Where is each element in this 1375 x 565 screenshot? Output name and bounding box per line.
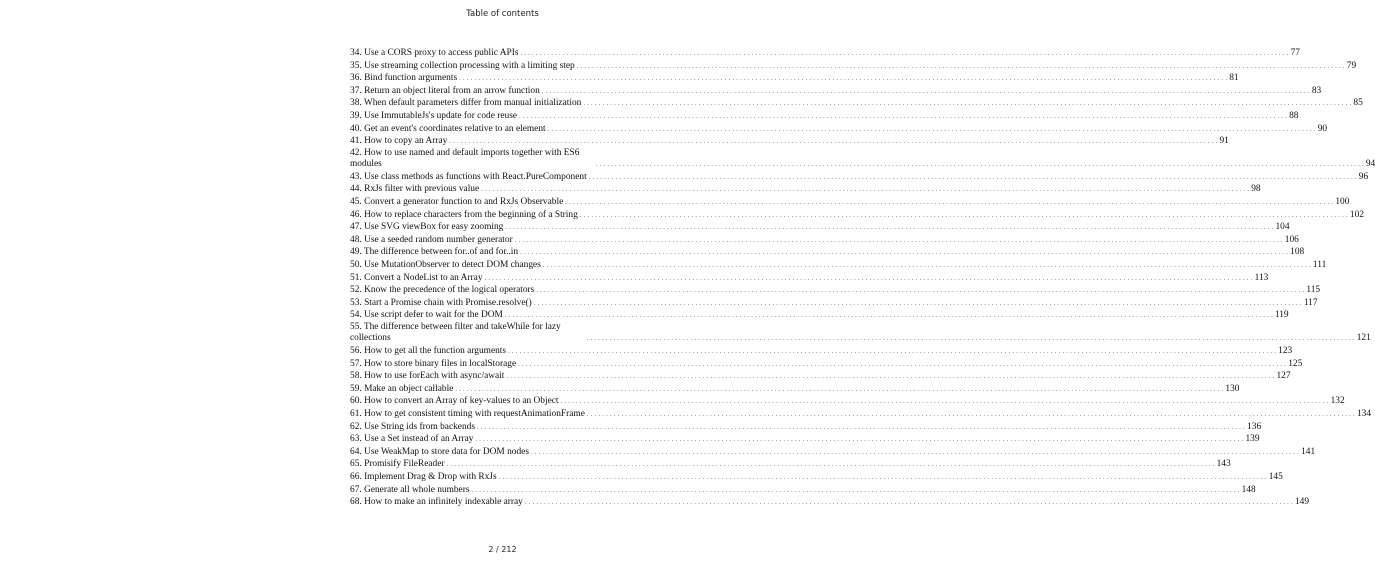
toc-leader-dots: . . . . . . . . . . . . . . . . . . . . . . . . . . . . . . . . . . . . . . . . . . . . . . . . . . . . . . . . . . . . . . . . . . . . . . . . . . . . . . . . . . . . . . . . . . . . . . . . . . . . . . . . . . . . . . . . . . . . . . . . . . . . . . . . . . . . . . . . . . . . . . . . . . . . . . . . . . . . . . . . . . . . . . . . . . . . . . . . . . . . . . . . . . . . . . . . . . . . . . . . — [565, 199, 1334, 207]
toc-leader-dots: . . . . . . . . . . . . . . . . . . . . . . . . . . . . . . . . . . . . . . . . . . . . . . . . . . . . . . . . . . . . . . . . . . . . . . . . . . . . . . . . . . . . . . . . . . . . . . . . . . . . . . . . . . . . . . . . . . . . . . . . . . . . . . . . . . . . . . . . . . . . . . . . . . . . . . . . . . . . . . . . . . . . . . . . . . . . . . . . . . . . . . . . . . . . . . . . . . . . . . . . — [455, 385, 1224, 393]
toc-entry-title: 42. How to use named and default imports together with ES6 — [350, 147, 580, 158]
toc-page-number: 85 — [1353, 98, 1363, 109]
toc-entry[interactable] — [350, 484, 1256, 497]
toc-entry-title-continued: collections — [350, 333, 391, 344]
toc-entry[interactable] — [350, 297, 1318, 310]
toc-page-number: 94 — [1365, 159, 1375, 170]
toc-page-number: 117 — [1303, 297, 1318, 308]
toc-leader-dots: . . . . . . . . . . . . . . . . . . . . . . . . . . . . . . . . . . . . . . . . . . . . . . . . . . . . . . . . . . . . . . . . . . . . . . . . . . . . . . . . . . . . . . . . . . . . . . . . . . . . . . . . . . . . . . . . . . . . . . . . . . . . . . . . . . . . . . . . . . . . . . . . . . . . . . . . . . . . . . . . . . . . . . . . . . . . . . . . . . . . . . . . . . . . . . . . . . . . . . . . — [475, 436, 1244, 444]
toc-entry[interactable] — [350, 272, 1269, 285]
toc-entry[interactable] — [350, 370, 1291, 383]
toc-entry-title: 50. Use MutationObserver to detect DOM changes — [350, 260, 541, 270]
toc-leader-dots: . . . . . . . . . . . . . . . . . . . . . . . . . . . . . . . . . . . . . . . . . . . . . . . . . . . . . . . . . . . . . . . . . . . . . . . . . . . . . . . . . . . . . . . . . . . . . . . . . . . . . . . . . . . . . . . . . . . . . . . . . . . . . . . . . . . . . . . . . . . . . . . . . . . . . . . . . . . . . . . . . . . . . . . . . . . . . . . . . . . . . . . . . . . . . . . . . . . . . . . . — [579, 211, 1348, 219]
toc-entry[interactable] — [350, 209, 1364, 222]
toc-leader-dots: . . . . . . . . . . . . . . . . . . . . . . . . . . . . . . . . . . . . . . . . . . . . . . . . . . . . . . . . . . . . . . . . . . . . . . . . . . . . . . . . . . . . . . . . . . . . . . . . . . . . . . . . . . . . . . . . . . . . . . . . . . . . . . . . . . . . . . . . . . . . . . . . . . . . . . . . . . . . . . . . . . . . . . . . . . . . . . . . . . . . . . . . . . . . . . . . . . . . . . . . — [533, 299, 1302, 307]
toc-page-number: 98 — [1251, 184, 1261, 195]
toc-page-number: 96 — [1358, 171, 1369, 182]
toc-entry[interactable] — [350, 284, 1321, 297]
toc-entry-title: 37. Return an object literal from an arrow function — [350, 85, 540, 96]
toc-page-number: 148 — [1241, 484, 1256, 495]
toc-entry[interactable] — [350, 171, 1369, 184]
toc-leader-dots: . . . . . . . . . . . . . . . . . . . . . . . . . . . . . . . . . . . . . . . . . . . . . . . . . . . . . . . . . . . . . . . . . . . . . . . . . . . . . . . . . . . . . . . . . . . . . . . . . . . . . . . . . . . . . . . . . . . . . . . . . . . . . . . . . . . . . . . . . . . . . . . . . . . . . . . . . . . . . . . . . . . . . . . . . . . . . . . . . . . . . . . . . . . . . . . . . . . . . . . . — [446, 461, 1215, 469]
toc-leader-dots: . . . . . . . . . . . . . . . . . . . . . . . . . . . . . . . . . . . . . . . . . . . . . . . . . . . . . . . . . . . . . . . . . . . . . . . . . . . . . . . . . . . . . . . . . . . . . . . . . . . . . . . . . . . . . . . . . . . . . . . . . . . . . . . . . . . . . . . . . . . . . . . . . . . . . . . . . . . . . . . . . . . . . . . . . . . . . . . . . . . . . . . . . . . . . . . . . . . . . . . . — [541, 87, 1310, 95]
toc-leader-dots: . . . . . . . . . . . . . . . . . . . . . . . . . . . . . . . . . . . . . . . . . . . . . . . . . . . . . . . . . . . . . . . . . . . . . . . . . . . . . . . . . . . . . . . . . . . . . . . . . . . . . . . . . . . . . . . . . . . . . . . . . . . . . . . . . . . . . . . . . . . . . . . . . . . . . . . . . . . . . . . . . . . . . . . . . . . . . . . . . . . . . . . . . . . . . . . . . . . . . . . . — [508, 348, 1277, 356]
toc-entry-title: 48. Use a seeded random number generator — [350, 234, 513, 245]
toc-leader-dots: . . . . . . . . . . . . . . . . . . . . . . . . . . . . . . . . . . . . . . . . . . . . . . . . . . . . . . . . . . . . . . . . . . . . . . . . . . . . . . . . . . . . . . . . . . . . . . . . . . . . . . . . . . . . . . . . . . . . . . . . . . . . . . . . . . . . . . . . . . . . . . . . . . . . . . . . . . . . . . . . . . . . . . . . . . . . . . . . . . . . . . . . . . . . . . . . . . . . . . . . — [576, 62, 1345, 70]
toc-entry[interactable] — [350, 259, 1327, 272]
toc-entry[interactable] — [350, 421, 1262, 434]
toc-entry-title-continued: modules — [350, 159, 382, 170]
toc-page-number: 132 — [1330, 396, 1345, 407]
toc-entry[interactable] — [350, 321, 1371, 345]
toc-entry-title: 34. Use a CORS proxy to access public APIs — [350, 48, 519, 58]
toc-entry-title: 40. Get an event's coordinates relative to an element — [350, 123, 546, 134]
toc-page-number: 134 — [1356, 409, 1372, 420]
toc-entry-title: 67. Generate all whole numbers — [350, 484, 470, 495]
toc-leader-dots: . . . . . . . . . . . . . . . . . . . . . . . . . . . . . . . . . . . . . . . . . . . . . . . . . . . . . . . . . . . . . . . . . . . . . . . . . . . . . . . . . . . . . . . . . . . . . . . . . . . . . . . . . . . . . . . . . . . . . . . . . . . . . . . . . . . . . . . . . . . . . . . . . . . . . . . . . . . . . . . . . . . . . . . . . . . . . . . . . . . . . . . . . . . . . . . . . . . . . . . . — [471, 486, 1240, 494]
toc-entry[interactable] — [350, 221, 1290, 234]
toc-entry[interactable] — [350, 345, 1293, 358]
toc-page-number: 77 — [1290, 48, 1300, 58]
toc-leader-dots: . . . . . . . . . . . . . . . . . . . . . . . . . . . . . . . . . . . . . . . . . . . . . . . . . . . . . . . . . . . . . . . . . . . . . . . . . . . . . . . . . . . . . . . . . . . . . . . . . . . . . . . . . . . . . . . . . . . . . . . . . . . . . . . . . . . . . . . . . . . . . . . . . . . . . . . . . . . . . . . . . . . . . . . . . . . . . . . . . . . . . . . . . . . . . . . . . . . . . . . . — [586, 411, 1355, 419]
toc-entry[interactable] — [350, 433, 1260, 446]
toc-leader-dots: . . . . . . . . . . . . . . . . . . . . . . . . . . . . . . . . . . . . . . . . . . . . . . . . . . . . . . . . . . . . . . . . . . . . . . . . . . . . . . . . . . . . . . . . . . . . . . . . . . . . . . . . . . . . . . . . . . . . . . . . . . . . . . . . . . . . . . . . . . . . . . . . . . . . . . . . . . . . . . . . . . . . . . . . . . . . . . . . . . . . . . . . . . . . . . . . . . . . . . . . — [560, 398, 1329, 406]
toc-page-number: 143 — [1216, 459, 1231, 470]
toc-page-number: 83 — [1311, 85, 1322, 96]
toc-entry-title: 64. Use WeakMap to store data for DOM nodes — [350, 446, 529, 457]
toc-entry-title: 54. Use script defer to wait for the DOM — [350, 310, 503, 321]
toc-page-number: 90 — [1317, 123, 1328, 134]
toc-entry[interactable] — [350, 196, 1350, 209]
toc-entry[interactable] — [350, 408, 1372, 421]
toc-page-number: 79 — [1346, 60, 1357, 71]
toc-entry-title: 59. Make an object callable — [350, 383, 454, 394]
toc-entry[interactable] — [350, 85, 1322, 98]
toc-page-number: 125 — [1288, 358, 1303, 369]
toc-leader-dots: . . . . . . . . . . . . . . . . . . . . . . . . . . . . . . . . . . . . . . . . . . . . . . . . . . . . . . . . . . . . . . . . . . . . . . . . . . . . . . . . . . . . . . . . . . . . . . . . . . . . . . . . . . . . . . . . . . . . . . . . . . . . . . . . . . . . . . . . . . . . . . . . . . . . . . . . . . . . . . . . . . . . . . . . . . . . . . . . . . . . . . . . . . . . . . . . . . . . . . . . — [449, 138, 1218, 146]
toc-leader-dots: . . . . . . . . . . . . . . . . . . . . . . . . . . . . . . . . . . . . . . . . . . . . . . . . . . . . . . . . . . . . . . . . . . . . . . . . . . . . . . . . . . . . . . . . . . . . . . . . . . . . . . . . . . . . . . . . . . . . . . . . . . . . . . . . . . . . . . . . . . . . . . . . . . . . . . . . . . . . . . . . . . . . . . . . . . . . . . . . . . . . . . . . . . . . . . . . . . . . . . . . — [519, 112, 1288, 120]
toc-entry-title: 44. RxJs filter with previous value — [350, 184, 480, 195]
toc-leader-dots: . . . . . . . . . . . . . . . . . . . . . . . . . . . . . . . . . . . . . . . . . . . . . . . . . . . . . . . . . . . . . . . . . . . . . . . . . . . . . . . . . . . . . . . . . . . . . . . . . . . . . . . . . . . . . . . . . . . . . . . . . . . . . . . . . . . . . . . . . . . . . . . . . . . . . . . . . . . . . . . . . . . . . . . . . . . . . . . . . . . . . . . . . . . . . . . . . . . . . . . . — [586, 335, 1355, 343]
toc-page-number: 104 — [1275, 222, 1290, 233]
toc-entry-title: 41. How to copy an Array — [350, 136, 448, 147]
toc-entry[interactable] — [350, 183, 1261, 196]
toc-entry-title: 68. How to make an infinitely indexable array — [350, 497, 523, 508]
toc-entry-title: 51. Convert a NodeList to an Array — [350, 272, 483, 283]
toc-entry[interactable] — [350, 72, 1239, 85]
toc-entry-title: 36. Bind function arguments — [350, 73, 458, 84]
page-indicator: 2 / 212 — [488, 545, 517, 554]
toc-leader-dots: . . . . . . . . . . . . . . . . . . . . . . . . . . . . . . . . . . . . . . . . . . . . . . . . . . . . . . . . . . . . . . . . . . . . . . . . . . . . . . . . . . . . . . . . . . . . . . . . . . . . . . . . . . . . . . . . . . . . . . . . . . . . . . . . . . . . . . . . . . . . . . . . . . . . . . . . . . . . . . . . . . . . . . . . . . . . . . . . . . . . . . . . . . . . . . . . . . . . . . . . — [520, 249, 1289, 257]
toc-entry[interactable] — [350, 97, 1363, 110]
toc-page-number: 123 — [1278, 346, 1293, 357]
toc-leader-dots: . . . . . . . . . . . . . . . . . . . . . . . . . . . . . . . . . . . . . . . . . . . . . . . . . . . . . . . . . . . . . . . . . . . . . . . . . . . . . . . . . . . . . . . . . . . . . . . . . . . . . . . . . . . . . . . . . . . . . . . . . . . . . . . . . . . . . . . . . . . . . . . . . . . . . . . . . . . . . . . . . . . . . . . . . . . . . . . . . . . . . . . . . . . . . . . . . . . . . . . . — [588, 173, 1357, 181]
table-of-contents — [350, 47, 1375, 509]
toc-page-number: 130 — [1225, 383, 1240, 394]
toc-entry[interactable] — [350, 471, 1283, 484]
toc-entry-title: 65. Promisify FileReader — [350, 459, 445, 470]
toc-page-number: 127 — [1276, 371, 1291, 382]
toc-page-number: 108 — [1290, 247, 1305, 258]
toc-page-number: 139 — [1245, 434, 1260, 445]
toc-leader-dots: . . . . . . . . . . . . . . . . . . . . . . . . . . . . . . . . . . . . . . . . . . . . . . . . . . . . . . . . . . . . . . . . . . . . . . . . . . . . . . . . . . . . . . . . . . . . . . . . . . . . . . . . . . . . . . . . . . . . . . . . . . . . . . . . . . . . . . . . . . . . . . . . . . . . . . . . . . . . . . . . . . . . . . . . . . . . . . . . . . . . . . . . . . . . . . . . . . . . . . . . — [530, 448, 1300, 456]
toc-entry[interactable] — [350, 309, 1289, 322]
toc-page-number: 100 — [1335, 197, 1350, 208]
toc-entry-title: 58. How to use forEach with async/await — [350, 371, 505, 382]
toc-entry-title: 35. Use streaming collection processing with a limiting step — [350, 60, 575, 71]
toc-leader-dots: . . . . . . . . . . . . . . . . . . . . . . . . . . . . . . . . . . . . . . . . . . . . . . . . . . . . . . . . . . . . . . . . . . . . . . . . . . . . . . . . . . . . . . . . . . . . . . . . . . . . . . . . . . . . . . . . . . . . . . . . . . . . . . . . . . . . . . . . . . . . . . . . . . . . . . . . . . . . . . . . . . . . . . . . . . . . . . . . . . . . . . . . . . . . . . . . . . . . . . . . — [484, 274, 1253, 282]
toc-entry-title: 57. How to store binary files in localStorage — [350, 358, 517, 369]
toc-leader-dots: . . . . . . . . . . . . . . . . . . . . . . . . . . . . . . . . . . . . . . . . . . . . . . . . . . . . . . . . . . . . . . . . . . . . . . . . . . . . . . . . . . . . . . . . . . . . . . . . . . . . . . . . . . . . . . . . . . . . . . . . . . . . . . . . . . . . . . . . . . . . . . . . . . . . . . . . . . . . . . . . . . . . . . . . . . . . . . . . . . . . . . . . . . . . . . . . . . . . . . . . — [547, 125, 1316, 133]
toc-entry[interactable] — [350, 234, 1299, 247]
toc-leader-dots: . . . . . . . . . . . . . . . . . . . . . . . . . . . . . . . . . . . . . . . . . . . . . . . . . . . . . . . . . . . . . . . . . . . . . . . . . . . . . . . . . . . . . . . . . . . . . . . . . . . . . . . . . . . . . . . . . . . . . . . . . . . . . . . . . . . . . . . . . . . . . . . . . . . . . . . . . . . . . . . . . . . . . . . . . . . . . . . . . . . . . . . . . . . . . . . . . . . . . . . . — [542, 262, 1311, 269]
toc-entry[interactable] — [350, 395, 1345, 408]
toc-entry[interactable] — [350, 47, 1300, 60]
toc-page-number: 81 — [1229, 73, 1239, 84]
toc-page-number: 102 — [1349, 209, 1364, 220]
toc-entry-title: 45. Convert a generator function to and RxJs Observable — [350, 197, 564, 208]
toc-entry[interactable] — [350, 446, 1316, 459]
toc-page-number: 141 — [1301, 446, 1316, 457]
toc-page-number: 113 — [1254, 272, 1269, 283]
toc-entry[interactable] — [350, 458, 1231, 471]
toc-leader-dots: . . . . . . . . . . . . . . . . . . . . . . . . . . . . . . . . . . . . . . . . . . . . . . . . . . . . . . . . . . . . . . . . . . . . . . . . . . . . . . . . . . . . . . . . . . . . . . . . . . . . . . . . . . . . . . . . . . . . . . . . . . . . . . . . . . . . . . . . . . . . . . . . . . . . . . . . . . . . . . . . . . . . . . . . . . . . . . . . . . . . . . . . . . . . . . . . . . . . . . . . — [536, 287, 1305, 295]
toc-entry[interactable] — [350, 60, 1357, 73]
toc-page-number: 119 — [1274, 310, 1289, 321]
toc-entry-title: 61. How to get consistent timing with requestAnimationFrame — [350, 409, 585, 420]
toc-entry-title: 53. Start a Promise chain with Promise.resolve() — [350, 297, 532, 308]
toc-entry-title: 43. Use class methods as functions with React.PureComponent — [350, 171, 587, 182]
toc-entry-title: 49. The difference between for..of and for..in — [350, 247, 519, 258]
toc-entry-title: 46. How to replace characters from the beginning of a String — [350, 209, 578, 220]
toc-entry-title: 60. How to convert an Array of key-values to an Object — [350, 396, 559, 407]
toc-leader-dots: . . . . . . . . . . . . . . . . . . . . . . . . . . . . . . . . . . . . . . . . . . . . . . . . . . . . . . . . . . . . . . . . . . . . . . . . . . . . . . . . . . . . . . . . . . . . . . . . . . . . . . . . . . . . . . . . . . . . . . . . . . . . . . . . . . . . . . . . . . . . . . . . . . . . . . . . . . . . . . . . . . . . . . . . . . . . . . . . . . . . . . . . . . . . . . . . . . . . . . . . — [583, 100, 1352, 108]
toc-page-number: 91 — [1219, 136, 1229, 147]
toc-entry-title: 55. The difference between filter and takeWhile for lazy — [350, 321, 561, 332]
toc-leader-dots: . . . . . . . . . . . . . . . . . . . . . . . . . . . . . . . . . . . . . . . . . . . . . . . . . . . . . . . . . . . . . . . . . . . . . . . . . . . . . . . . . . . . . . . . . . . . . . . . . . . . . . . . . . . . . . . . . . . . . . . . . . . . . . . . . . . . . . . . . . . . . . . . . . . . . . . . . . . . . . . . . . . . . . . . . . . . . . . . . . . . . . . . . . . . . . . . . . . . . . . . — [498, 474, 1267, 481]
toc-leader-dots: . . . . . . . . . . . . . . . . . . . . . . . . . . . . . . . . . . . . . . . . . . . . . . . . . . . . . . . . . . . . . . . . . . . . . . . . . . . . . . . . . . . . . . . . . . . . . . . . . . . . . . . . . . . . . . . . . . . . . . . . . . . . . . . . . . . . . . . . . . . . . . . . . . . . . . . . . . . . . . . . . . . . . . . . . . . . . . . . . . . . . . . . . . . . . . . . . . . . . . . . — [481, 186, 1250, 194]
toc-page-number: 145 — [1268, 472, 1283, 482]
toc-leader-dots: . . . . . . . . . . . . . . . . . . . . . . . . . . . . . . . . . . . . . . . . . . . . . . . . . . . . . . . . . . . . . . . . . . . . . . . . . . . . . . . . . . . . . . . . . . . . . . . . . . . . . . . . . . . . . . . . . . . . . . . . . . . . . . . . . . . . . . . . . . . . . . . . . . . . . . . . . . . . . . . . . . . . . . . . . . . . . . . . . . . . . . . . . . . . . . . . . . . . . . . . — [518, 360, 1287, 368]
toc-entry[interactable] — [350, 135, 1229, 148]
toc-entry[interactable] — [350, 496, 1310, 509]
toc-leader-dots: . . . . . . . . . . . . . . . . . . . . . . . . . . . . . . . . . . . . . . . . . . . . . . . . . . . . . . . . . . . . . . . . . . . . . . . . . . . . . . . . . . . . . . . . . . . . . . . . . . . . . . . . . . . . . . . . . . . . . . . . . . . . . . . . . . . . . . . . . . . . . . . . . . . . . . . . . . . . . . . . . . . . . . . . . . . . . . . . . . . . . . . . . . . . . . . . . . . . . . . . — [514, 236, 1283, 244]
toc-leader-dots: . . . . . . . . . . . . . . . . . . . . . . . . . . . . . . . . . . . . . . . . . . . . . . . . . . . . . . . . . . . . . . . . . . . . . . . . . . . . . . . . . . . . . . . . . . . . . . . . . . . . . . . . . . . . . . . . . . . . . . . . . . . . . . . . . . . . . . . . . . . . . . . . . . . . . . . . . . . . . . . . . . . . . . . . . . . . . . . . . . . . . . . . . . . . . . . . . . . . . . . . — [505, 224, 1274, 232]
toc-page-number: 121 — [1356, 333, 1371, 344]
toc-entry-title: 52. Know the precedence of the logical operators — [350, 285, 535, 296]
toc-entry[interactable] — [350, 358, 1303, 371]
toc-entry[interactable] — [350, 147, 1375, 171]
toc-entry-title: 38. When default parameters differ from manual initialization — [350, 98, 582, 109]
toc-page-number: 115 — [1306, 285, 1321, 296]
toc-leader-dots: . . . . . . . . . . . . . . . . . . . . . . . . . . . . . . . . . . . . . . . . . . . . . . . . . . . . . . . . . . . . . . . . . . . . . . . . . . . . . . . . . . . . . . . . . . . . . . . . . . . . . . . . . . . . . . . . . . . . . . . . . . . . . . . . . . . . . . . . . . . . . . . . . . . . . . . . . . . . . . . . . . . . . . . . . . . . . . . . . . . . . . . . . . . . . . . . . . . . . . . . — [459, 75, 1228, 83]
toc-entry-title: 39. Use ImmutableJs's update for code reuse — [350, 110, 518, 121]
toc-entry-title: 47. Use SVG viewBox for easy zooming — [350, 222, 504, 233]
toc-entry-title: 56. How to get all the function arguments — [350, 346, 507, 357]
toc-entry-title: 62. Use String ids from backends — [350, 421, 475, 432]
toc-entry[interactable] — [350, 110, 1299, 123]
toc-page-number: 106 — [1284, 234, 1299, 245]
toc-leader-dots: . . . . . . . . . . . . . . . . . . . . . . . . . . . . . . . . . . . . . . . . . . . . . . . . . . . . . . . . . . . . . . . . . . . . . . . . . . . . . . . . . . . . . . . . . . . . . . . . . . . . . . . . . . . . . . . . . . . . . . . . . . . . . . . . . . . . . . . . . . . . . . . . . . . . . . . . . . . . . . . . . . . . . . . . . . . . . . . . . . . . . . . . . . . . . . . . . . . . . . . . — [476, 423, 1246, 431]
toc-leader-dots: . . . . . . . . . . . . . . . . . . . . . . . . . . . . . . . . . . . . . . . . . . . . . . . . . . . . . . . . . . . . . . . . . . . . . . . . . . . . . . . . . . . . . . . . . . . . . . . . . . . . . . . . . . . . . . . . . . . . . . . . . . . . . . . . . . . . . . . . . . . . . . . . . . . . . . . . . . . . . . . . . . . . . . . . . . . . . . . . . . . . . . . . . . . . . . . . . . . . . . . . — [520, 50, 1289, 57]
toc-entry-title: 66. Implement Drag & Drop with RxJs — [350, 472, 497, 482]
toc-entry-title: 63. Use a Set instead of an Array — [350, 434, 474, 445]
toc-leader-dots: . . . . . . . . . . . . . . . . . . . . . . . . . . . . . . . . . . . . . . . . . . . . . . . . . . . . . . . . . . . . . . . . . . . . . . . . . . . . . . . . . . . . . . . . . . . . . . . . . . . . . . . . . . . . . . . . . . . . . . . . . . . . . . . . . . . . . . . . . . . . . . . . . . . . . . . . . . . . . . . . . . . . . . . . . . . . . . . . . . . . . . . . . . . . . . . . . . . . . . . . — [524, 499, 1293, 507]
page-header-title: Table of contents — [466, 9, 539, 19]
toc-entry[interactable] — [350, 246, 1305, 259]
toc-leader-dots: . . . . . . . . . . . . . . . . . . . . . . . . . . . . . . . . . . . . . . . . . . . . . . . . . . . . . . . . . . . . . . . . . . . . . . . . . . . . . . . . . . . . . . . . . . . . . . . . . . . . . . . . . . . . . . . . . . . . . . . . . . . . . . . . . . . . . . . . . . . . . . . . . . . . . . . . . . . . . . . . . . . . . . . . . . . . . . . . . . . . . . . . . . . . . . . . . . . . . . . . — [595, 161, 1364, 169]
toc-page-number: 149 — [1294, 497, 1310, 508]
toc-page-number: 88 — [1289, 110, 1299, 121]
toc-page-number: 136 — [1247, 421, 1262, 432]
toc-leader-dots: . . . . . . . . . . . . . . . . . . . . . . . . . . . . . . . . . . . . . . . . . . . . . . . . . . . . . . . . . . . . . . . . . . . . . . . . . . . . . . . . . . . . . . . . . . . . . . . . . . . . . . . . . . . . . . . . . . . . . . . . . . . . . . . . . . . . . . . . . . . . . . . . . . . . . . . . . . . . . . . . . . . . . . . . . . . . . . . . . . . . . . . . . . . . . . . . . . . . . . . . — [504, 312, 1273, 320]
toc-page-number: 111 — [1312, 260, 1327, 270]
toc-entry[interactable] — [350, 383, 1240, 396]
toc-leader-dots: . . . . . . . . . . . . . . . . . . . . . . . . . . . . . . . . . . . . . . . . . . . . . . . . . . . . . . . . . . . . . . . . . . . . . . . . . . . . . . . . . . . . . . . . . . . . . . . . . . . . . . . . . . . . . . . . . . . . . . . . . . . . . . . . . . . . . . . . . . . . . . . . . . . . . . . . . . . . . . . . . . . . . . . . . . . . . . . . . . . . . . . . . . . . . . . . . . . . . . . . — [506, 373, 1275, 381]
toc-entry[interactable] — [350, 123, 1328, 136]
